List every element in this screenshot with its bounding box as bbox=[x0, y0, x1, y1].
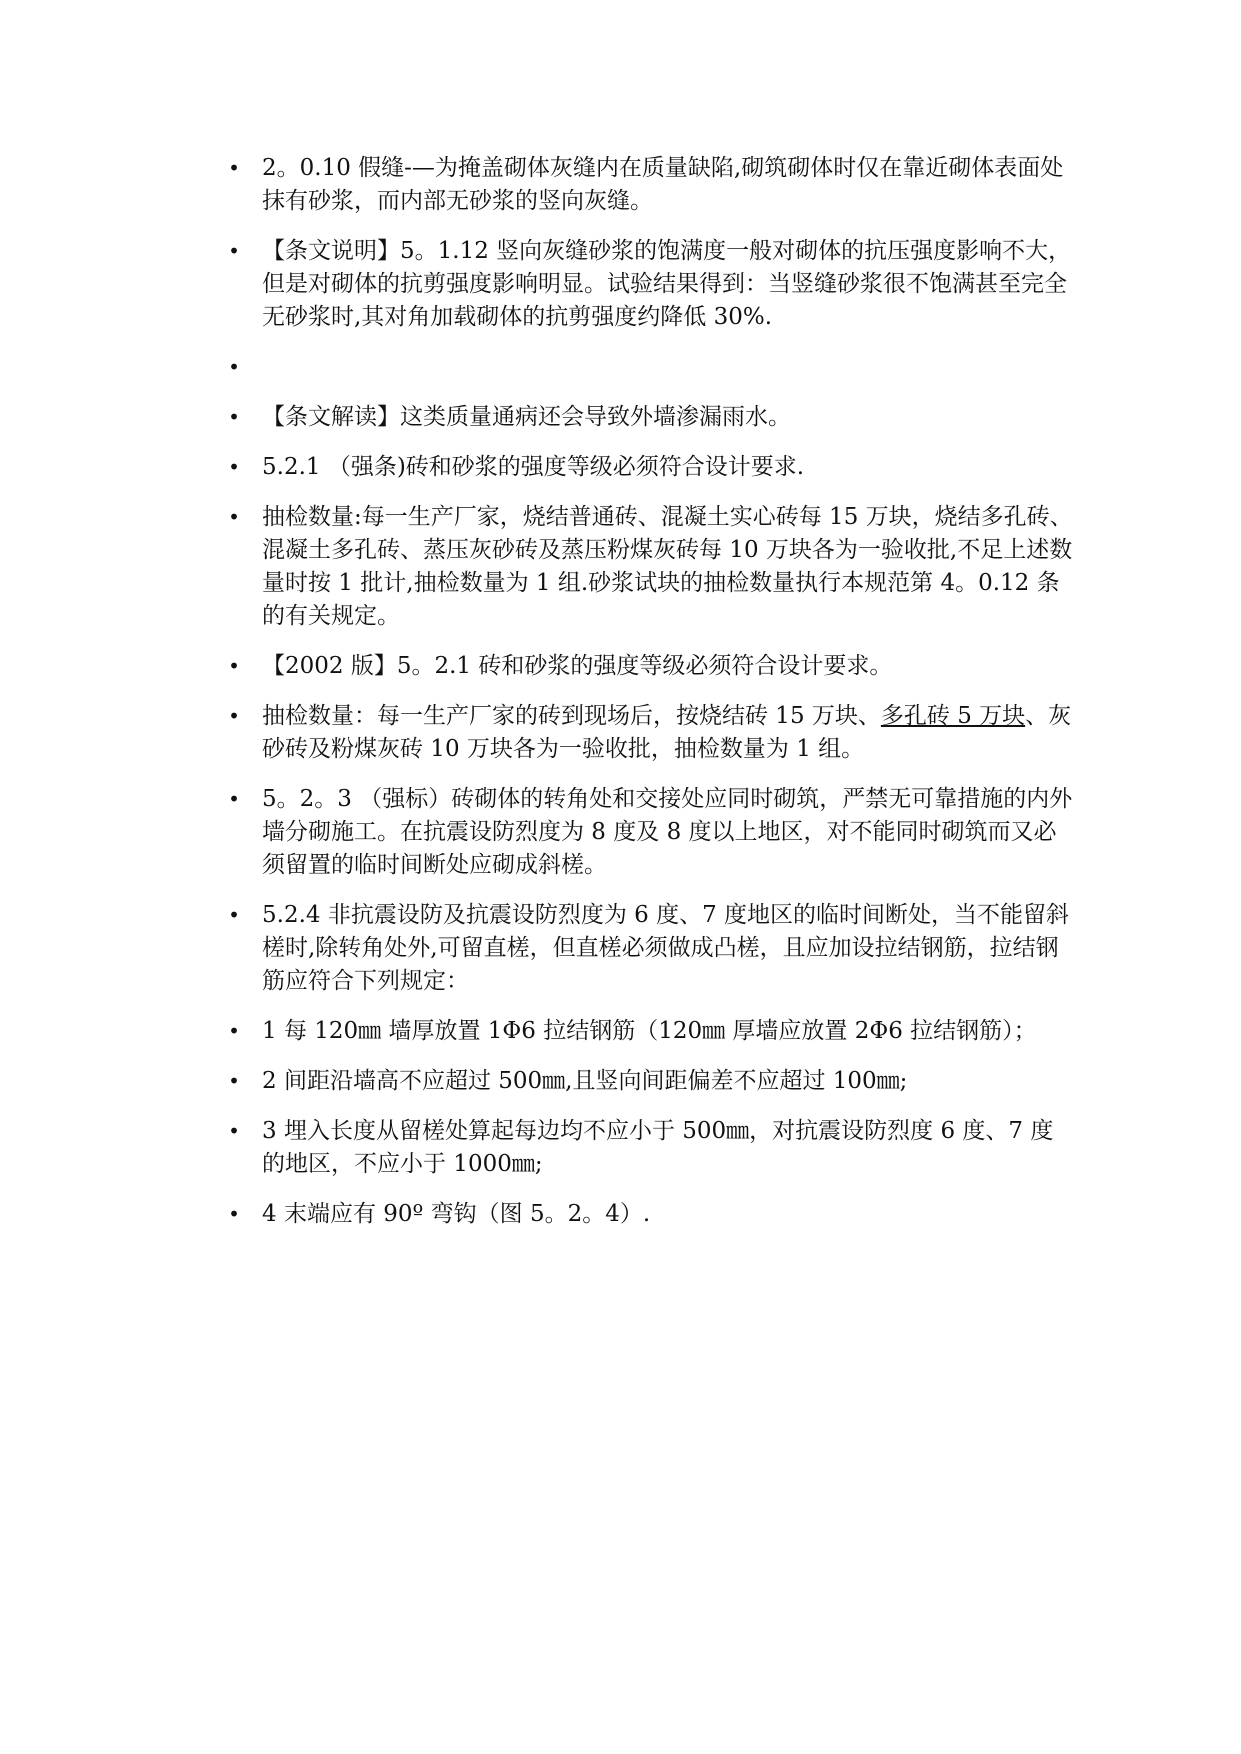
bullet-icon: • bbox=[228, 1202, 240, 1226]
bullet-icon: • bbox=[228, 239, 240, 263]
bullet-icon: • bbox=[228, 1069, 240, 1093]
clause-bullet-list bbox=[228, 152, 1074, 1248]
item-text: 5.2.1 （强条)砖和砂浆的强度等级必须符合设计要求. bbox=[262, 454, 805, 480]
list-item bbox=[228, 899, 1074, 998]
bullet-icon: • bbox=[228, 505, 240, 529]
list-item bbox=[228, 1065, 1074, 1098]
list-item bbox=[228, 700, 1074, 766]
list-item bbox=[228, 1198, 1074, 1231]
list-item bbox=[228, 1115, 1074, 1181]
item-text: 【条文说明】5。1.12 竖向灰缝砂浆的饱满度一般对砌体的抗压强度影响不大，但是对砌体的抗剪强度影响明显。试验结果得到：当竖缝砂浆很不饱满甚至完全无砂浆时,其对角加载砌体的抗剪强度约降低 30%. bbox=[262, 238, 1072, 330]
bullet-icon: • bbox=[228, 787, 240, 811]
item-text: 抽检数量:每一生产厂家，烧结普通砖、混凝土实心砖每 15 万块，烧结多孔砖、混凝土多孔砖、蒸压灰砂砖及蒸压粉煤灰砖每 10 万块各为一验收批,不足上述数量时按 1 批计,抽检数量为 1 组.砂浆试块的抽检数量执行本规范第 4。0.12 条的有关规定。 bbox=[262, 504, 1073, 629]
list-item bbox=[228, 1015, 1074, 1048]
list-item-empty bbox=[228, 351, 1074, 384]
item-text-pre: 抽检数量：每一生产厂家的砖到现场后，按烧结砖 15 万块、 bbox=[262, 703, 881, 729]
item-text: 2 间距沿墙高不应超过 500㎜,且竖向间距偏差不应超过 100㎜; bbox=[262, 1068, 908, 1094]
bullet-icon: • bbox=[228, 704, 240, 728]
bullet-icon: • bbox=[228, 355, 240, 379]
bullet-icon: • bbox=[228, 1019, 240, 1043]
item-text: 1 每 120㎜ 墙厚放置 1Φ6 拉结钢筋（120㎜ 厚墙应放置 2Φ6 拉结钢筋）； bbox=[262, 1018, 1037, 1044]
list-item bbox=[228, 501, 1074, 633]
bullet-icon: • bbox=[228, 455, 240, 479]
item-text: 3 埋入长度从留槎处算起每边均不应小于 500㎜，对抗震设防烈度 6 度、7 度的地区，不应小于 1000㎜; bbox=[262, 1118, 1054, 1177]
item-text: 【2002 版】5。2.1 砖和砂浆的强度等级必须符合设计要求。 bbox=[262, 653, 893, 679]
bullet-icon: • bbox=[228, 156, 240, 180]
bullet-icon: • bbox=[228, 1119, 240, 1143]
list-item bbox=[228, 235, 1074, 334]
list-item bbox=[228, 152, 1074, 218]
item-text: 2。0.10 假缝-—为掩盖砌体灰缝内在质量缺陷,砌筑砌体时仅在靠近砌体表面处抹有砂浆，而内部无砂浆的竖向灰缝。 bbox=[262, 155, 1064, 214]
item-text bbox=[262, 700, 1074, 766]
item-text: 5。2。3 （强标）砖砌体的转角处和交接处应同时砌筑，严禁无可靠措施的内外墙分砌施工。在抗震设防烈度为 8 度及 8 度以上地区，对不能同时砌筑而又必须留置的临时间断处应砌成斜槎。 bbox=[262, 786, 1073, 878]
item-text: 【条文解读】这类质量通病还会导致外墙渗漏雨水。 bbox=[262, 404, 791, 430]
bullet-icon: • bbox=[228, 903, 240, 927]
item-text-underlined: 多孔砖 5 万块 bbox=[880, 703, 1026, 729]
list-item bbox=[228, 783, 1074, 882]
bullet-icon: • bbox=[228, 654, 240, 678]
item-text: 4 末端应有 90º 弯钩（图 5。2。4）. bbox=[262, 1201, 651, 1227]
item-text-post: 、灰砂砖及粉煤灰砖 10 万块各为一验收批，抽检数量为 1 组。 bbox=[262, 703, 1072, 762]
item-text: 5.2.4 非抗震设防及抗震设防烈度为 6 度、7 度地区的临时间断处，当不能留斜槎时,除转角处外,可留直槎，但直槎必须做成凸槎，且应加设拉结钢筋，拉结钢筋应符合下列规定： bbox=[262, 902, 1070, 994]
bullet-icon: • bbox=[228, 405, 240, 429]
list-item bbox=[228, 401, 1074, 434]
list-item bbox=[228, 451, 1074, 484]
list-item bbox=[228, 650, 1074, 683]
